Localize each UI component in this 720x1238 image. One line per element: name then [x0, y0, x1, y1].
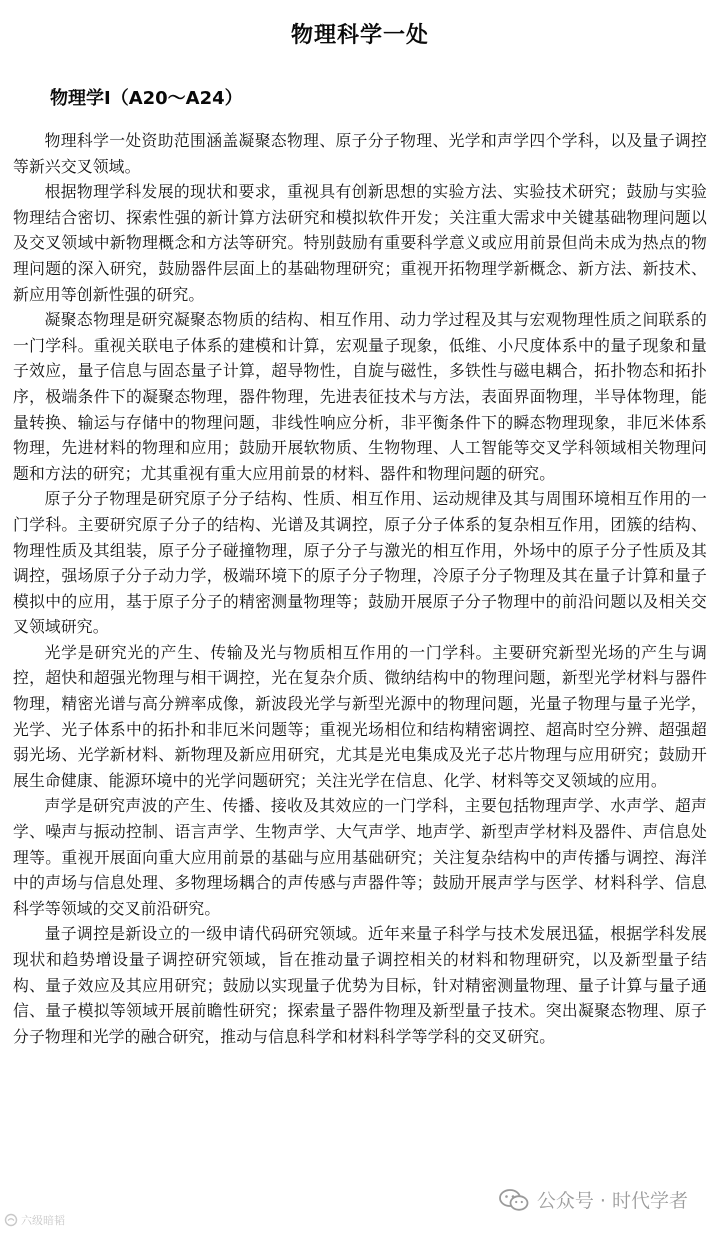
- watermark: [495, 1184, 692, 1215]
- page-title: 物理科学一处: [290, 23, 429, 48]
- paragraph-atomic-molecular: 原子分子物理是研究原子分子结构、性质、相互作用、运动规律及其与周围环境相互作用的一门学科。主要研究原子分子的结构、光谱及其调控，原子分子体系的复杂相互作用，团簇的结构、物理性质及其组装，原子分子碰撞物理，原子分子与激光的相互作用，外场中的原子分子性质及其调控，强场原子分子动力学，极端环境下的原子分子物理，冷原子分子物理及其在量子计算和量子模拟中的应用，基于原子分子的精密测量物理等；鼓励开展原子分子物理中的前沿问题以及相关交叉领域研究。: [13, 489, 707, 637]
- paragraph-optics: 光学是研究光的产生、传输及光与物质相互作用的一门学科。主要研究新型光场的产生与调控，超快和超强光物理与相干调控，光在复杂介质、微纳结构中的物理问题，新型光学材料与器件物理，精密光谱与高分辨率成像，新波段光学与新型光源中的物理问题，光量子物理与量子光学，光学、光子体系中的拓扑和非厄米问题等；重视光场相位和结构精密调控、超高时空分辨、超强超弱光场、光学新材料、新物理及新应用研究，尤其是光电集成及光子芯片物理与应用研究；鼓励开展生命健康、能源环境中的光学问题研究；关注光学在信息、化学、材料等交叉领域的应用。: [13, 642, 707, 790]
- paragraph-quantum-control: 量子调控是新设立的一级申请代码研究领域。近年来量子科学与技术发展迅猛，根据学科发展现状和趋势增设量子调控研究领域，旨在推动量子调控相关的材料和物理研究，以及新型量子结构、量子效应及其应用研究；鼓励以实现量子优势为目标，针对精密测量物理、量子计算与量子通信、量子模拟等领域开展前瞻性研究；探索量子器件物理及新型量子技术。突出凝聚态物理、原子分子物理和光学的融合研究，推动与信息科学和材料科学等学科的交叉研究。: [13, 924, 707, 1046]
- section-heading: 物理学Ⅰ（A20～A24）: [50, 88, 243, 109]
- cloud-icon: [4, 1213, 18, 1227]
- wechat-icon: [499, 1188, 529, 1212]
- corner-mark: [4, 1212, 65, 1228]
- watermark-text: 公众号 · 时代学者: [536, 1190, 688, 1212]
- paragraph-condensed-matter: 凝聚态物理是研究凝聚态物质的结构、相互作用、动力学过程及其与宏观物理性质之间联系的一门学科。重视关联电子体系的建模和计算，宏观量子现象，低维、小尺度体系中的量子现象和量子效应，量子信息与固态量子计算，超导物性，自旋与磁性，多铁性与磁电耦合，拓扑物态和拓扑序，极端条件下的凝聚态物理，器件物理，先进表征技术与方法，表面界面物理，半导体物理，能量转换、输运与存储中的物理问题，非线性响应分析，非平衡条件下的瞬态物理现象，非厄米体系物理，先进材料的物理和应用；鼓励开展软物质、生物物理、人工智能等交叉学科领域相关物理问题和方法的研究；尤其重视有重大应用前景的材料、器件和物理问题的研究。: [13, 310, 707, 483]
- corner-mark-text: 六级暗韬: [21, 1214, 65, 1227]
- paragraph-acoustics: 声学是研究声波的产生、传播、接收及其效应的一门学科，主要包括物理声学、水声学、超声学、噪声与振动控制、语言声学、生物声学、大气声学、地声学、新型声学材料及器件、声信息处理等。重视开展面向重大应用前景的基础与应用基础研究；关注复杂结构中的声传播与调控、海洋中的声场与信息处理、多物理场耦合的声传感与声器件等；鼓励开展声学与医学、材料科学、信息科学等领域的交叉前沿研究。: [13, 796, 707, 918]
- paragraph-overview: 物理科学一处资助范围涵盖凝聚态物理、原子分子物理、光学和声学四个学科，以及量子调控等新兴交叉领域。: [13, 131, 707, 176]
- paragraph-general-requirements: 根据物理学科发展的现状和要求，重视具有创新思想的实验方法、实验技术研究；鼓励与实验物理结合密切、探索性强的新计算方法研究和模拟软件开发；关注重大需求中关键基础物理问题以及交叉领域中新物理概念和方法等研究。特别鼓励有重要科学意义或应用前景但尚未成为热点的物理问题的深入研究，鼓励器件层面上的基础物理研究；重视开拓物理学新概念、新方法、新技术、新应用等创新性强的研究。: [13, 182, 707, 304]
- body-text: [13, 128, 707, 1049]
